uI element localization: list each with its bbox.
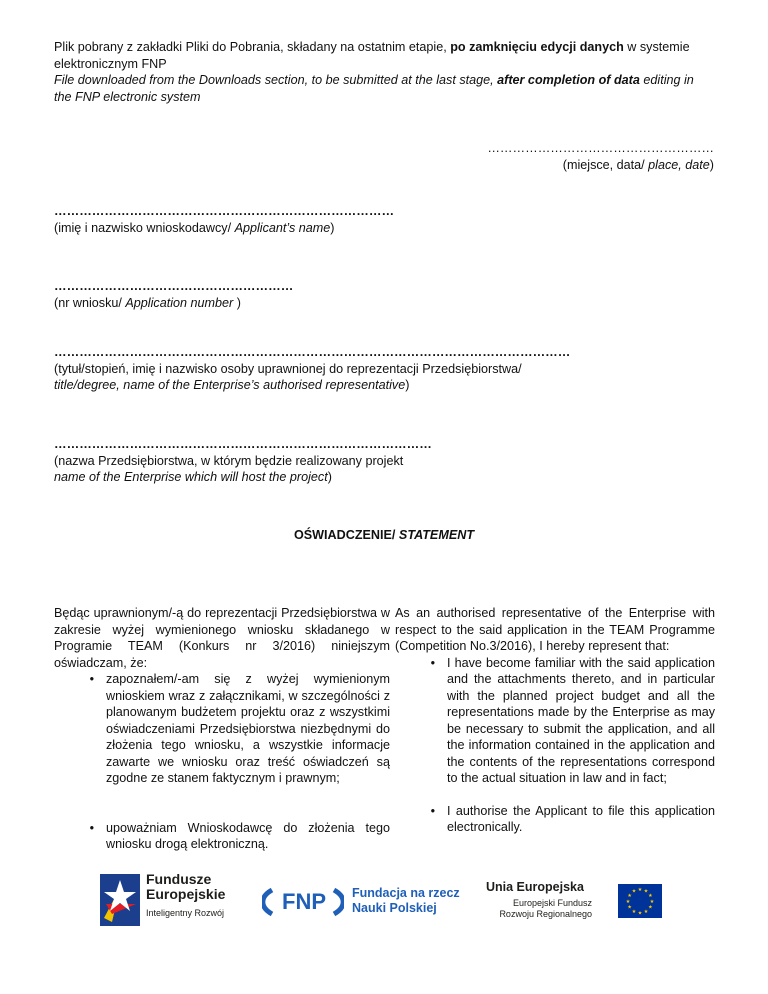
svg-text:★: ★ [643,888,649,895]
svg-text:★: ★ [648,904,653,911]
representative-label-en: title/degree, name of the Enterprise’s authorised representative) [54,378,410,392]
enterprise-field [54,436,714,486]
statement-item-pl-2: • upoważniam Wnioskodawcę do złożenia tego wniosku drogą elektroniczną. [54,820,390,853]
applicant-name-field [54,203,394,236]
eu-line-1: Unia Europejska [486,880,584,894]
eu-line-2: Europejski Fundusz [512,898,592,908]
svg-text:★: ★ [627,892,632,899]
representative-label-pl: (tytuł/stopień, imię i nazwisko osoby uprawnionej do reprezentacji Przedsiębiorstwa/ [54,361,522,376]
eu-line-3: Rozwoju Regionalnego [499,909,592,919]
bullet-icon: • [89,820,94,835]
place-date-label: (miejsce, data/ place, date) [562,157,714,172]
fe-star-icon [100,874,140,926]
statement-title: OŚWIADCZENIE/ STATEMENT [293,528,475,542]
header-en: File downloaded from the Downloads section, to be submitted at the last stage, after completion of data editing in the FNP electronic system [54,73,694,104]
statement-item-en-2: • I authorise the Applicant to file this application electronically. [395,803,715,836]
application-number-field [54,278,293,311]
svg-text:★: ★ [637,887,643,893]
header-pl: Plik pobrany z zakładki Pliki do Pobrania, składany na ostatnim etapie, po zamknięciu edycji danych w systemie elektronicznym FNP [54,40,690,71]
enterprise-label-en: name of the Enterprise which will host the project) [54,470,332,484]
place-date-dots: ……………………………………………… [487,141,714,155]
svg-text:★: ★ [637,910,643,917]
representative-field [54,344,714,394]
application-number-dots: ………………………………………………… [54,279,294,293]
applicant-name-dots: ……………………………………………………………………… [54,204,395,218]
statement-intro-en: As an authorised representative of the Enterprise with respect to the said application in the TEAM Programme (Competition No.3/2016), I hereby represent that: [395,606,715,653]
bullet-icon: • [430,655,435,670]
svg-text:★: ★ [627,904,632,911]
svg-text:★: ★ [631,888,637,895]
svg-text:★: ★ [648,892,653,899]
eu-flag-icon [618,884,662,918]
header-note [54,39,714,105]
statement-intro-pl: Będąc uprawnionym/-ą do reprezentacji Przedsiębiorstwa w zakresie wyżej wymienionego wniosku składanego w Programie TEAM (Konkurs nr 3/2016) niniejszym oświadczam, że: [54,606,390,670]
statement-column-en [395,605,715,836]
statement-item-pl-1: • zapoznałem/-am się z wyżej wymienionym wnioskiem wraz z załącznikami, w szczególności z planowanym budżetem projektu oraz z wszystkimi oświadczeniami Przedsiębiorstwa niezbędnymi do złożenia tego wniosku, a wszystkie informacje zawarte we wniosku oraz treść oświadczeń są zgodne ze stanem faktycznym i prawnym; [54,671,390,787]
bullet-icon: • [430,803,435,818]
eu-logo [486,880,668,924]
svg-text:★: ★ [643,909,649,915]
svg-text:★: ★ [649,898,655,905]
svg-text:★: ★ [631,909,637,915]
fe-line-2: Europejskie [146,886,226,902]
fnp-mark: FNP [282,889,326,914]
fnp-line-1: Fundacja na rzecz [352,886,460,900]
bullet-icon: • [89,672,94,686]
statement-item-en-1: • I have become familiar with the said application and the attachments thereto, and in particular with the planned project budget and all the representations made by the Enterprise as may be necessary to submit the application, and all the information contained in the application and the contents of the representations correspond to the actual situation in law and in fact; [395,655,715,787]
place-date-block [487,140,714,173]
fnp-logo [262,882,462,922]
fundusze-europejskie-logo [100,872,260,930]
statement-column-pl [54,605,390,853]
representative-dots: …………………………………………………………………………………………………………… [54,345,571,359]
fnp-line-2: Nauki Polskiej [352,901,437,915]
fe-line-3: Inteligentny Rozwój [146,908,225,918]
fe-line-1: Fundusze [146,871,212,887]
enterprise-dots: ……………………………………………………………………………… [54,437,432,451]
applicant-name-label: (imię i nazwisko wnioskodawcy/ Applicant’s name) [54,220,335,235]
application-number-label: (nr wniosku/ Application number ) [54,295,241,310]
enterprise-label-pl: (nazwa Przedsiębiorstwa, w którym będzie realizowany projekt [54,453,404,468]
svg-text:★: ★ [625,898,631,905]
